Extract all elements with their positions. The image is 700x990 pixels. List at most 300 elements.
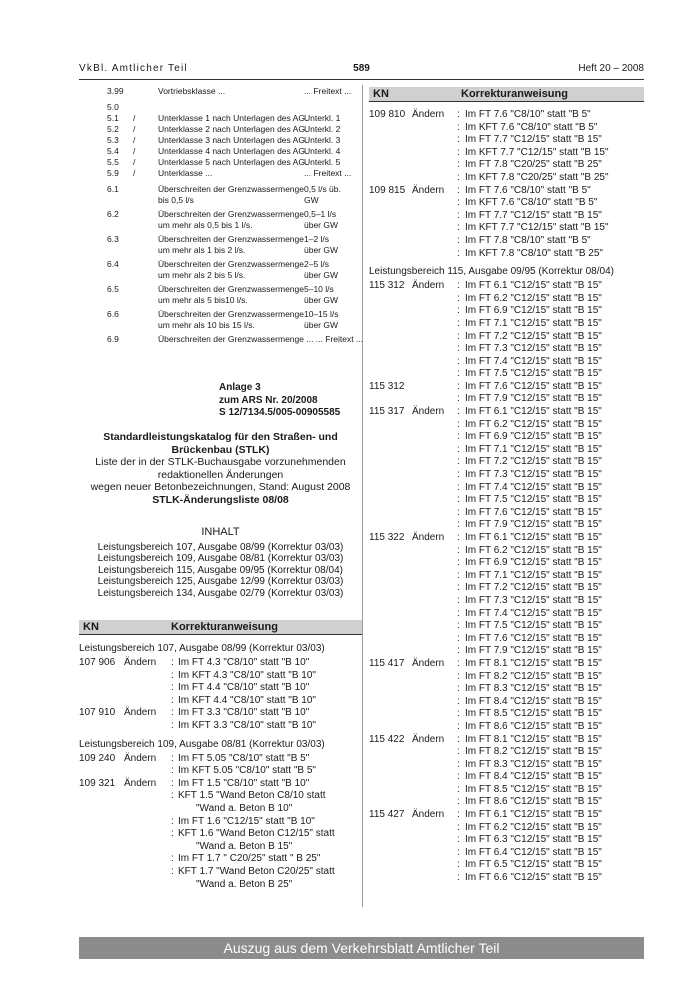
correction-text: Im FT 3.3 "C8/10" statt "B 10": [178, 707, 310, 719]
kn-header: KN: [373, 88, 389, 100]
class-description: Unterklasse ...: [158, 168, 213, 178]
colon-separator: :: [457, 121, 460, 133]
class-unit: 0,5 l/s üb.: [304, 184, 341, 194]
correction-row: [369, 633, 644, 646]
korrektur-header: Korrekturanweisung: [171, 621, 278, 633]
colon-separator: :: [457, 746, 460, 758]
class-unit: GW: [304, 195, 319, 205]
correction-text: Im FT 7.8 "C8/10" statt "B 5": [465, 234, 591, 246]
colon-separator: :: [457, 809, 460, 821]
kn-number: 107 910: [79, 707, 116, 719]
correction-text: Im KFT 7.7 "C12/15" statt "B 15": [465, 222, 609, 234]
correction-row: [369, 122, 644, 135]
correction-text: Im FT 8.5 "C12/15" statt "B 15": [465, 708, 602, 720]
column-divider: [362, 85, 363, 907]
correction-row: [369, 356, 644, 369]
correction-text: Im FT 7.2 "C12/15" statt "B 15": [465, 456, 602, 468]
correction-row: [369, 248, 644, 261]
correction-text: Im FT 7.8 "C20/25" statt "B 25": [465, 159, 602, 171]
colon-separator: :: [457, 607, 460, 619]
correction-text: Im FT 6.4 "C12/15" statt "B 15": [465, 846, 602, 858]
colon-separator: :: [457, 109, 460, 120]
page-header: [79, 63, 644, 77]
correction-row: [369, 109, 644, 122]
colon-separator: :: [457, 771, 460, 783]
class-unit: Unterkl. 3: [304, 135, 341, 145]
action-label: Ändern: [412, 657, 445, 669]
correction-text: Im FT 7.5 "C12/15" statt "B 15": [465, 368, 602, 380]
colon-separator: :: [457, 355, 460, 367]
left-table-header: [79, 620, 362, 635]
colon-separator: :: [457, 783, 460, 795]
class-description: Überschreiten der Grenzwassermenge: [158, 234, 304, 244]
action-label: Ändern: [412, 733, 445, 745]
correction-text: Im FT 5.05 "C8/10" statt "B 5": [178, 752, 310, 764]
correction-text: Im FT 8.3 "C12/15" statt "B 15": [465, 683, 602, 695]
class-unit: Unterkl. 1: [304, 113, 341, 123]
colon-separator: :: [457, 305, 460, 317]
class-unit: ... Freitext ...: [304, 86, 352, 96]
correction-text: Im FT 4.3 "C8/10" statt "B 10": [178, 657, 310, 668]
correction-row: [79, 657, 362, 670]
colon-separator: :: [457, 317, 460, 329]
colon-separator: :: [171, 719, 174, 731]
correction-text: Im KFT 3.3 "C8/10" statt "B 10": [178, 719, 316, 731]
colon-separator: :: [457, 343, 460, 355]
kn-number: 107 906: [79, 657, 116, 668]
colon-separator: :: [457, 134, 460, 146]
correction-text: Im KFT 7.6 "C8/10" statt "B 5": [465, 121, 598, 133]
correction-row: [369, 507, 644, 520]
class-description: Überschreiten der Grenzwassermenge: [158, 284, 304, 294]
colon-separator: :: [457, 645, 460, 657]
correction-row: [369, 721, 644, 734]
colon-separator: :: [457, 695, 460, 707]
class-unit: über GW: [304, 295, 339, 305]
correction-row: [369, 147, 644, 160]
correction-row: [369, 318, 644, 331]
correction-text: Im FT 8.4 "C12/15" statt "B 15": [465, 695, 602, 707]
correction-text: Im FT 6.1 "C12/15" statt "B 15": [465, 280, 602, 292]
correction-row: [369, 545, 644, 558]
class-description: Überschreiten der Grenzwassermenge: [158, 209, 304, 219]
left-correction-table: [79, 637, 362, 891]
class-number: 5.2: [107, 124, 119, 134]
title-line: Brückenbau (STLK): [171, 443, 270, 456]
action-label: Ändern: [124, 752, 157, 764]
class-unit: 0,5–1 l/s: [304, 209, 337, 219]
correction-text: Im FT 8.5 "C12/15" statt "B 15": [465, 783, 602, 795]
colon-separator: :: [171, 707, 174, 719]
class-description: Unterklasse 4 nach Unterlagen des AG.: [158, 146, 308, 156]
correction-text: Im FT 6.1 "C12/15" statt "B 15": [465, 532, 602, 543]
colon-separator: :: [457, 733, 460, 745]
correction-row: [369, 658, 644, 671]
title-line: redaktionellen Änderungen: [157, 468, 284, 481]
class-separator: /: [133, 135, 136, 145]
correction-text: Im FT 7.3 "C12/15" statt "B 15": [465, 343, 602, 355]
action-label: Ändern: [124, 777, 157, 789]
title-line: Standardleistungskatalog für den Straßen- und: [103, 431, 338, 443]
colon-separator: :: [457, 557, 460, 569]
correction-text: "Wand a. Beton B 25": [196, 878, 293, 890]
correction-row: [369, 708, 644, 721]
correction-row: [369, 557, 644, 570]
correction-row: [369, 494, 644, 507]
correction-text: Im KFT 7.8 "C20/25" statt "B 25": [465, 171, 609, 183]
correction-text: Im KFT 4.3 "C8/10" statt "B 10": [178, 669, 316, 681]
class-number: 5.1: [107, 113, 119, 123]
correction-row: [79, 879, 362, 892]
correction-text: Im FT 6.3 "C12/15" statt "B 15": [465, 834, 602, 846]
correction-text: Im KFT 7.6 "C8/10" statt "B 5": [465, 197, 598, 209]
correction-text: Im FT 1.5 "C8/10" statt "B 10": [178, 777, 310, 789]
colon-separator: :: [171, 669, 174, 681]
colon-separator: :: [457, 821, 460, 833]
correction-row: [369, 796, 644, 809]
colon-separator: :: [457, 582, 460, 594]
anlage-line: Anlage 3: [219, 382, 261, 393]
class-separator: /: [133, 124, 136, 134]
correction-text: Im FT 7.7 "C12/15" statt "B 15": [465, 134, 602, 146]
colon-separator: :: [457, 197, 460, 209]
kn-number: 109 240: [79, 752, 116, 764]
class-number: 6.5: [107, 284, 119, 294]
kn-number: 115 312: [369, 380, 405, 392]
correction-text: Im FT 7.4 "C12/15" statt "B 15": [465, 355, 602, 367]
correction-text: KFT 1.5 "Wand Beton C8/10 statt: [178, 790, 326, 802]
action-label: Ändern: [412, 109, 445, 120]
class-separator: /: [133, 146, 136, 156]
colon-separator: :: [457, 456, 460, 468]
colon-separator: :: [171, 865, 174, 877]
colon-separator: :: [171, 765, 174, 777]
correction-row: [369, 759, 644, 772]
correction-row: [79, 753, 362, 766]
colon-separator: :: [171, 828, 174, 840]
class-description: um mehr als 0,5 bis 1 l/s.: [158, 220, 253, 230]
correction-row: [369, 671, 644, 684]
correction-text: Im FT 7.3 "C12/15" statt "B 15": [465, 469, 602, 481]
class-separator: /: [133, 113, 136, 123]
colon-separator: :: [457, 670, 460, 682]
correction-row: [369, 872, 644, 885]
correction-text: Im FT 7.5 "C12/15" statt "B 15": [465, 494, 602, 506]
class-number: 6.9: [107, 334, 119, 344]
anlage-line: zum ARS Nr. 20/2008: [219, 394, 318, 406]
class-separator: /: [133, 157, 136, 167]
section-heading: Leistungsbereich 109, Ausgabe 08/81 (Korrektur 03/03): [79, 738, 325, 750]
correction-text: KFT 1.6 "Wand Beton C12/15" statt: [178, 828, 335, 840]
class-unit: über GW: [304, 270, 339, 280]
class-number: 6.2: [107, 209, 119, 219]
class-description: um mehr als 1 bis 2 l/s.: [158, 245, 246, 255]
section-heading: Leistungsbereich 107, Ausgabe 08/99 (Korrektur 03/03): [79, 643, 325, 654]
correction-text: Im KFT 5.05 "C8/10" statt "B 5": [178, 765, 316, 777]
colon-separator: :: [457, 758, 460, 770]
journal-name: VkBl. Amtlicher Teil: [79, 63, 188, 74]
correction-row: [369, 620, 644, 633]
class-description: um mehr als 5 bis10 l/s.: [158, 295, 248, 305]
correction-text: Im FT 8.3 "C12/15" statt "B 15": [465, 758, 602, 770]
toc-item: Leistungsbereich 134, Ausgabe 02/79 (Korrektur 03/03): [97, 587, 344, 599]
class-description: Überschreiten der Grenzwassermenge: [158, 309, 304, 319]
class-description: Vortriebsklasse ...: [158, 86, 226, 96]
correction-row: [369, 696, 644, 709]
correction-text: Im FT 8.6 "C12/15" statt "B 15": [465, 720, 602, 732]
kn-number: 109 810: [369, 109, 406, 120]
correction-text: Im FT 7.9 "C12/15" statt "B 15": [465, 393, 602, 405]
colon-separator: :: [171, 657, 174, 668]
correction-row: [79, 765, 362, 778]
correction-row: [369, 859, 644, 872]
toc-item: Leistungsbereich 125, Ausgabe 12/99 (Korrektur 03/03): [97, 576, 344, 587]
colon-separator: :: [457, 469, 460, 481]
class-description: Unterklasse 1 nach Unterlagen des AG.: [158, 113, 308, 123]
toc-item: Leistungsbereich 107, Ausgabe 08/99 (Korrektur 03/03): [97, 541, 344, 553]
colon-separator: :: [457, 632, 460, 644]
colon-separator: :: [457, 431, 460, 443]
title-line: Liste der in der STLK-Buchausgabe vorzunehmenden: [95, 456, 346, 468]
class-unit: über GW: [304, 220, 339, 230]
class-unit: 2–5 l/s: [304, 259, 330, 269]
correction-row: [79, 790, 362, 803]
class-unit: 5–10 l/s: [304, 284, 334, 294]
correction-row: [369, 595, 644, 608]
colon-separator: :: [457, 846, 460, 858]
kn-number: 109 321: [79, 777, 116, 789]
right-correction-table: [369, 109, 644, 885]
correction-row: [369, 456, 644, 469]
correction-row: [369, 771, 644, 784]
action-label: Ändern: [412, 406, 445, 418]
correction-row: [369, 444, 644, 457]
class-number: 5.5: [107, 157, 119, 167]
colon-separator: :: [457, 708, 460, 720]
correction-row: [369, 582, 644, 595]
correction-row: [369, 293, 644, 306]
class-unit: über GW: [304, 245, 339, 255]
colon-separator: :: [457, 184, 460, 196]
correction-text: Im FT 8.1 "C12/15" statt "B 15": [465, 657, 602, 669]
correction-row: [369, 280, 644, 293]
correction-row: [79, 695, 362, 708]
correction-text: Im FT 6.2 "C12/15" statt "B 15": [465, 292, 602, 304]
colon-separator: :: [457, 620, 460, 632]
correction-text: Im KFT 7.8 "C8/10" statt "B 25": [465, 247, 603, 259]
kn-number: 115 417: [369, 657, 405, 669]
class-unit: Unterkl. 4: [304, 146, 341, 156]
colon-separator: :: [171, 682, 174, 694]
correction-text: Im FT 7.1 "C12/15" statt "B 15": [465, 317, 602, 329]
colon-separator: :: [457, 494, 460, 506]
correction-row: [369, 419, 644, 432]
correction-text: Im FT 7.1 "C12/15" statt "B 15": [465, 443, 602, 455]
colon-separator: :: [457, 209, 460, 221]
kn-number: 115 317: [369, 406, 405, 418]
action-label: Ändern: [412, 532, 445, 543]
correction-text: Im FT 6.2 "C12/15" statt "B 15": [465, 544, 602, 556]
correction-text: Im KFT 7.7 "C12/15" statt "B 15": [465, 146, 609, 158]
correction-row: [369, 210, 644, 223]
correction-row: [369, 197, 644, 210]
colon-separator: :: [457, 159, 460, 171]
class-number: 5.4: [107, 146, 119, 156]
correction-text: "Wand a. Beton B 10": [196, 802, 293, 814]
correction-text: Im FT 7.3 "C12/15" statt "B 15": [465, 594, 602, 606]
kn-header: KN: [83, 621, 99, 633]
correction-row: [369, 368, 644, 381]
correction-text: Im FT 6.2 "C12/15" statt "B 15": [465, 821, 602, 833]
header-rule: [79, 79, 644, 80]
correction-text: Im FT 7.2 "C12/15" statt "B 15": [465, 582, 602, 594]
colon-separator: :: [171, 853, 174, 865]
colon-separator: :: [457, 657, 460, 669]
kn-number: 115 422: [369, 733, 405, 745]
correction-text: Im FT 7.6 "C12/15" statt "B 15": [465, 380, 602, 392]
class-description: Überschreiten der Grenzwassermenge: [158, 259, 304, 269]
toc-heading: INHALT: [201, 526, 240, 538]
right-table-header: [369, 87, 644, 102]
colon-separator: :: [457, 859, 460, 871]
correction-text: Im FT 6.9 "C12/15" statt "B 15": [465, 431, 602, 443]
colon-separator: :: [457, 443, 460, 455]
class-unit: 10–15 l/s: [304, 309, 339, 319]
colon-separator: :: [457, 418, 460, 430]
class-number: 6.1: [107, 184, 119, 194]
correction-text: Im FT 1.7 " C20/25" statt " B 25": [178, 853, 321, 865]
toc-item: Leistungsbereich 109, Ausgabe 08/81 (Korrektur 03/03): [97, 553, 344, 564]
correction-row: [369, 608, 644, 621]
correction-text: Im FT 4.4 "C8/10" statt "B 10": [178, 682, 310, 694]
correction-row: [369, 393, 644, 406]
colon-separator: :: [457, 380, 460, 392]
correction-row: [79, 841, 362, 854]
action-label: Ändern: [412, 280, 445, 292]
correction-text: Im FT 1.6 "C12/15" statt "B 10": [178, 815, 315, 827]
correction-text: Im FT 7.6 "C8/10" statt "B 5": [465, 109, 591, 120]
class-number: 3.99: [107, 86, 124, 96]
correction-text: Im FT 6.6 "C12/15" statt "B 15": [465, 872, 602, 884]
colon-separator: :: [457, 720, 460, 732]
correction-row: [79, 803, 362, 816]
class-description: Überschreiten der Grenzwassermenge ... ... Freitext ...: [158, 334, 364, 344]
correction-row: [369, 381, 644, 394]
class-description: Unterklasse 2 nach Unterlagen des AG.: [158, 124, 308, 134]
footer-banner: Auszug aus dem Verkehrsblatt Amtlicher Teil: [79, 937, 644, 959]
class-description: um mehr als 10 bis 15 l/s.: [158, 320, 255, 330]
correction-text: Im FT 8.2 "C12/15" statt "B 15": [465, 746, 602, 758]
correction-text: Im FT 8.6 "C12/15" statt "B 15": [465, 796, 602, 808]
colon-separator: :: [171, 694, 174, 706]
class-unit: über GW: [304, 320, 339, 330]
correction-row: [79, 707, 362, 720]
document-title: [79, 431, 362, 506]
kn-number: 109 815: [369, 184, 406, 196]
action-label: Ändern: [412, 809, 445, 821]
colon-separator: :: [457, 280, 460, 292]
correction-row: [369, 134, 644, 147]
correction-row: [369, 683, 644, 696]
correction-row: [369, 482, 644, 495]
correction-text: KFT 1.7 "Wand Beton C20/25" statt: [178, 865, 335, 877]
toc-item: Leistungsbereich 115, Ausgabe 09/95 (Korrektur 08/04): [98, 564, 343, 576]
correction-row: [369, 431, 644, 444]
correction-row: [369, 159, 644, 172]
class-description: Unterklasse 3 nach Unterlagen des AG.: [158, 135, 308, 145]
colon-separator: :: [457, 569, 460, 581]
correction-row: [79, 816, 362, 829]
colon-separator: :: [457, 330, 460, 342]
class-description: Überschreiten der Grenzwassermenge: [158, 184, 304, 194]
class-number: 5.0: [107, 102, 119, 112]
correction-text: Im FT 7.6 "C12/15" statt "B 15": [465, 632, 602, 644]
class-number: 5.9: [107, 168, 119, 178]
correction-row: [369, 343, 644, 356]
correction-text: Im FT 7.6 "C12/15" statt "B 15": [465, 506, 602, 518]
page-number: 589: [353, 63, 370, 74]
correction-row: [79, 720, 362, 733]
correction-row: [369, 645, 644, 658]
correction-row: [79, 866, 362, 879]
correction-row: [79, 670, 362, 683]
correction-text: Im FT 8.4 "C12/15" statt "B 15": [465, 771, 602, 783]
correction-row: [369, 532, 644, 545]
correction-text: Im FT 7.4 "C12/15" statt "B 15": [465, 481, 602, 493]
correction-row: [369, 331, 644, 344]
correction-text: Im FT 6.1 "C12/15" statt "B 15": [465, 809, 602, 821]
colon-separator: :: [457, 506, 460, 518]
colon-separator: :: [457, 368, 460, 380]
colon-separator: :: [457, 234, 460, 246]
correction-row: [79, 682, 362, 695]
kn-number: 115 312: [369, 280, 405, 292]
colon-separator: :: [457, 247, 460, 259]
correction-text: Im FT 6.9 "C12/15" statt "B 15": [465, 305, 602, 317]
colon-separator: :: [457, 834, 460, 846]
anlage-line: S 12/7134.5/005-00905585: [219, 407, 341, 418]
correction-row: [369, 406, 644, 419]
class-number: 6.4: [107, 259, 119, 269]
colon-separator: :: [457, 292, 460, 304]
colon-separator: :: [171, 752, 174, 764]
class-unit: 1–2 l/s: [304, 234, 330, 244]
colon-separator: :: [457, 171, 460, 183]
correction-text: Im FT 7.7 "C12/15" statt "B 15": [465, 209, 602, 221]
correction-row: [369, 222, 644, 235]
correction-row: [369, 809, 644, 822]
correction-text: Im FT 7.4 "C12/15" statt "B 15": [465, 607, 602, 619]
colon-separator: :: [171, 777, 174, 789]
colon-separator: :: [457, 872, 460, 884]
correction-text: Im FT 7.2 "C12/15" statt "B 15": [465, 330, 602, 342]
correction-row: [369, 570, 644, 583]
correction-row: [369, 784, 644, 797]
class-separator: /: [133, 168, 136, 178]
class-unit: Unterkl. 2: [304, 124, 341, 134]
kn-number: 115 322: [369, 532, 405, 543]
issue-label: Heft 20 – 2008: [578, 63, 644, 74]
class-description: bis 0,5 l/s: [158, 195, 194, 205]
correction-row: [79, 778, 362, 791]
action-label: Ändern: [412, 184, 445, 196]
colon-separator: :: [457, 532, 460, 543]
colon-separator: :: [457, 683, 460, 695]
action-label: Ändern: [124, 657, 157, 668]
colon-separator: :: [457, 146, 460, 158]
correction-text: Im FT 7.5 "C12/15" statt "B 15": [465, 620, 602, 632]
title-line: STLK-Änderungsliste 08/08: [152, 493, 289, 506]
